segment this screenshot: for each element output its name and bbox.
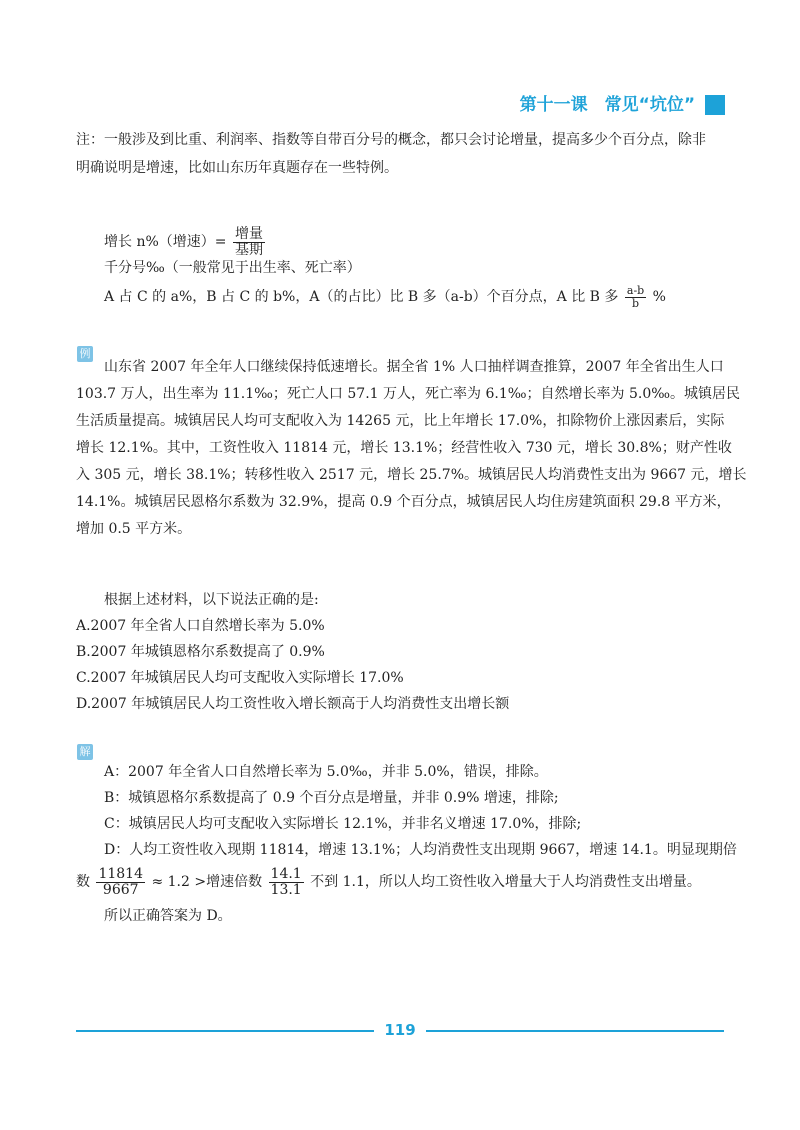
note-line-1: 注：一般涉及到比重、利润率、指数等自带百分号的概念，都只会讨论增量，提高多少个百分点，除非: [76, 132, 706, 148]
ratio-line: [76, 866, 701, 898]
example-line: 山东省 2007 年全年人口继续保持低速增长。据全省 1% 人口抽样调查推算，2007 年全省出生人口: [104, 359, 724, 375]
solution-a: A：2007 年全省人口自然增长率为 5.0‰，并非 5.0%，错误，排除。: [104, 764, 548, 780]
growth-fraction-denominator: 基期: [234, 241, 263, 258]
option-b: B.2007 年城镇恩格尔系数提高了 0.9%: [76, 644, 325, 660]
header-accent-square: [705, 95, 725, 115]
question-stem: 根据上述材料，以下说法正确的是:: [104, 592, 319, 608]
example-line: 生活质量提高。城镇居民人均可支配收入为 14265 元，比上年增长 17.0%，扣除物价上涨因素后，实际: [76, 413, 725, 429]
ab-fraction: [625, 285, 646, 309]
footer-divider-right: [426, 1030, 724, 1032]
ratio-fraction-2-numerator: 14.1: [270, 865, 302, 882]
ratio-fraction-1-denominator: 9667: [102, 881, 139, 898]
example-line: 入 305 元，增长 38.1%；转移性收入 2517 元，增长 25.7%。城镇居民人均消费性支出为 9667 元，增长: [76, 467, 747, 483]
example-badge: 例: [77, 346, 93, 362]
ratio-middle: ≈ 1.2 >增速倍数: [151, 874, 263, 890]
footer-divider-left: [76, 1030, 374, 1032]
growth-formula: [104, 226, 267, 258]
solution-b: B：城镇恩格尔系数提高了 0.9 个百分点是增量，并非 0.9% 增速，排除;: [104, 790, 559, 806]
page-number: 119: [384, 1021, 416, 1039]
example-line: 增长 12.1%。其中，工资性收入 11814 元，增长 13.1%；经营性收入 730 元，增长 30.8%；财产性收: [76, 440, 732, 456]
example-line: 14.1%。城镇居民恩格尔系数为 32.9%，提高 0.9 个百分点，城镇居民人均住房建筑面积 29.8 平方米，: [76, 494, 731, 510]
ratio-fraction-2: [269, 867, 304, 897]
ab-formula-suffix: %: [652, 289, 666, 305]
solution-badge: 解: [77, 744, 93, 760]
ratio-fraction-2-denominator: 13.1: [270, 881, 302, 898]
ratio-fraction-1: [96, 867, 145, 897]
ab-formula-prefix: A 占 C 的 a%，B 占 C 的 b%，A（的占比）比 B 多（a-b）个百分点，A 比 B 多: [104, 289, 619, 305]
solution-conclusion: 所以正确答案为 D。: [104, 908, 232, 924]
permille-note: 千分号‰（一般常见于出生率、死亡率）: [104, 260, 361, 276]
option-d: D.2007 年城镇居民人均工资性收入增长额高于人均消费性支出增长额: [76, 696, 510, 712]
ratio-fraction-1-numerator: 11814: [98, 865, 143, 882]
note-line-2: 明确说明是增速，比如山东历年真题存在一些特例。: [76, 160, 398, 176]
ab-fraction-numerator: a-b: [626, 283, 645, 297]
option-c: C.2007 年城镇居民人均可支配收入实际增长 17.0%: [76, 670, 404, 686]
ab-formula: [104, 282, 666, 312]
example-line: 103.7 万人，出生率为 11.1‰；死亡人口 57.1 万人，死亡率为 6.1‰；自然增长率为 5.0‰。城镇居民: [76, 386, 741, 402]
ratio-suffix: 不到 1.1，所以人均工资性收入增量大于人均消费性支出增量。: [310, 874, 701, 890]
growth-formula-prefix: 增长 n%（增速）=: [104, 234, 227, 250]
growth-fraction: [233, 227, 265, 257]
growth-fraction-numerator: 增量: [234, 225, 263, 242]
chapter-title: 第十一课 常见“坑位”: [519, 95, 695, 115]
option-a: A.2007 年全省人口自然增长率为 5.0%: [76, 618, 325, 634]
solution-c: C：城镇居民人均可支配收入实际增长 12.1%，并非名义增速 17.0%，排除;: [104, 816, 582, 832]
example-line: 增加 0.5 平方米。: [76, 521, 192, 537]
ab-fraction-denominator: b: [632, 296, 640, 310]
solution-d: D：人均工资性收入现期 11814，增速 13.1%；人均消费性支出现期 9667，增速 14.1。明显现期倍: [104, 842, 737, 858]
ratio-prefix: 数: [76, 874, 90, 890]
